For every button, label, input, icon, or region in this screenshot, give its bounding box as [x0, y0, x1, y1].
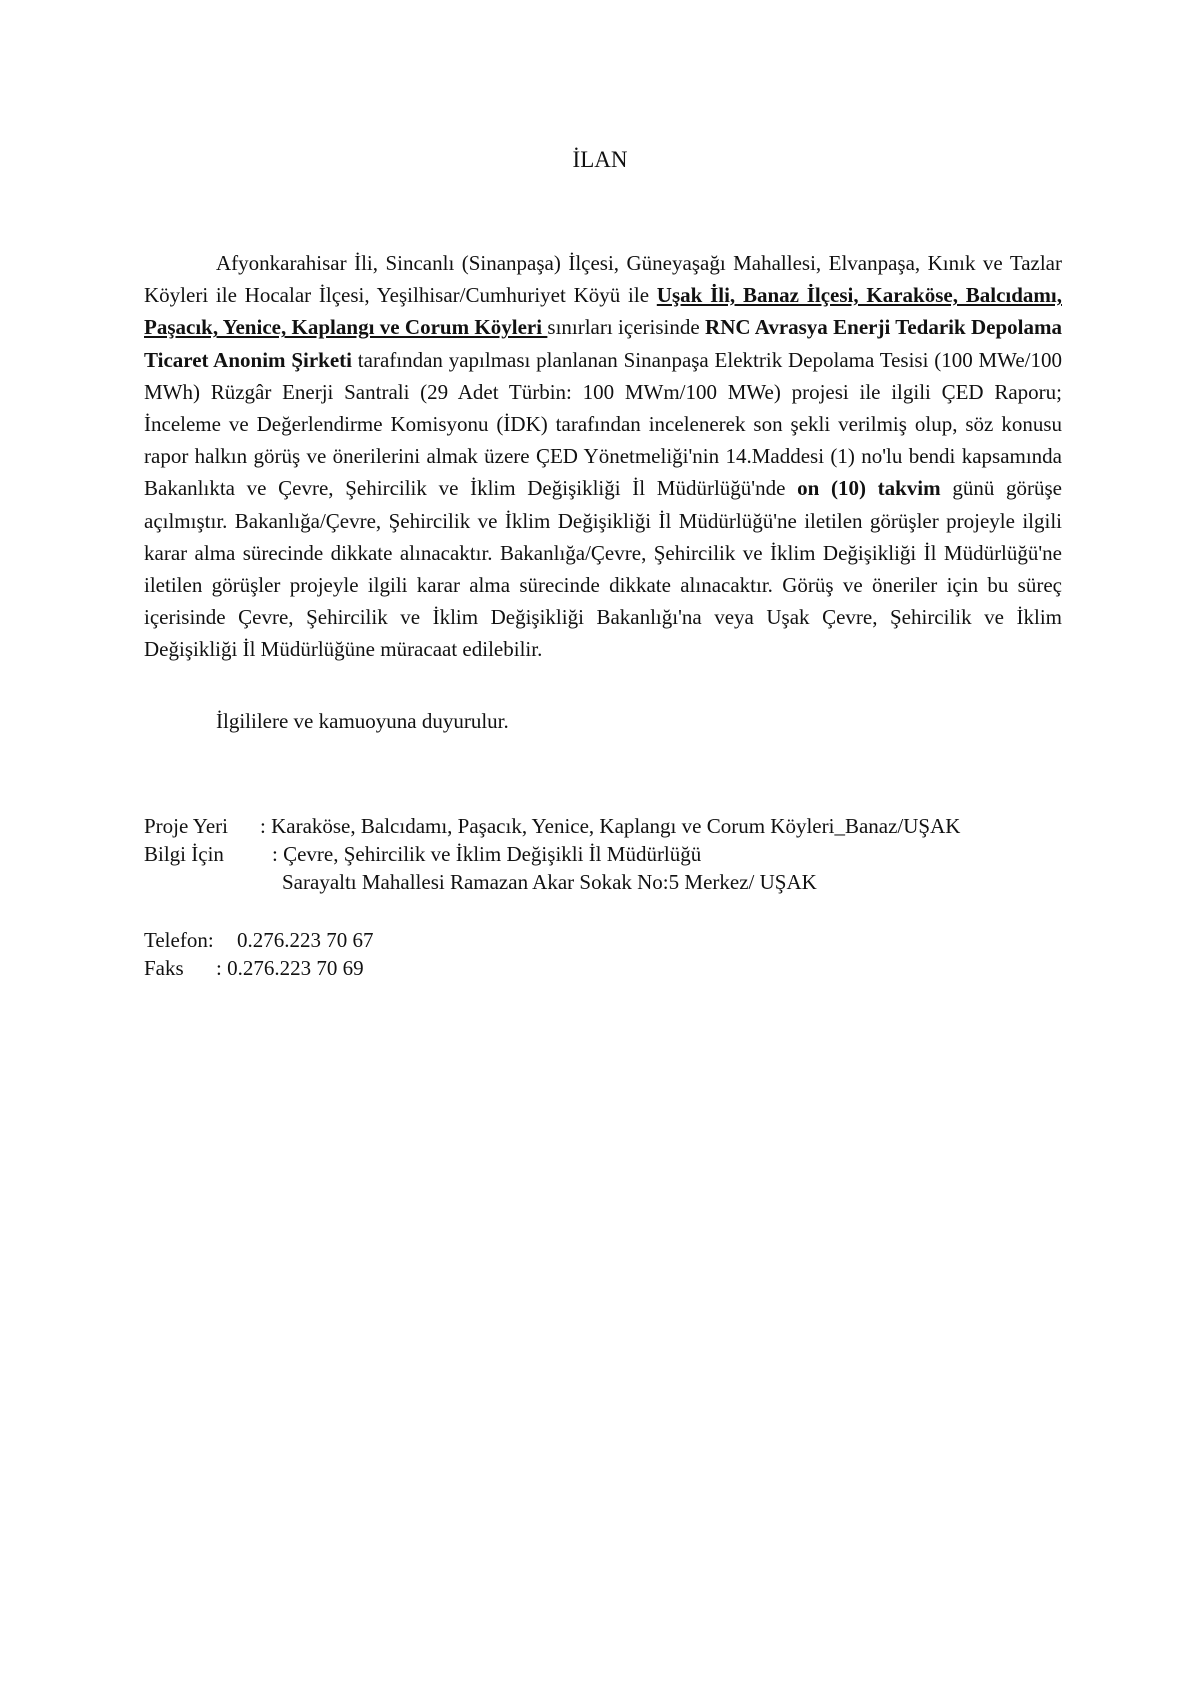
- paragraph-end: günü görüşe açılmıştır. Bakanlığa/Çevre, Şehircilik ve İklim Değişikliği İl Müdürlüğü'ne iletilen görüşler projeyle ilgili karar alma sürecinde dikkate alınacaktır. Bakanlığa/Çevre, Şehircilik ve İklim Değişikliği İl Müdürlüğü'ne iletilen görüşler projeyle ilgili karar alma sürecinde dikkate alınacaktır. Görüş ve öneriler için bu süreç içerisinde Çevre, Şehircilik ve İklim Değişikliği Bakanlığı'na veya Uşak Çevre, Şehircilik ve İklim Değişikliği İl Müdürlüğüne müracaat edilebilir.: [144, 476, 1062, 662]
- phone-row: [144, 926, 374, 954]
- project-location-value: : Karaköse, Balcıdamı, Paşacık, Yenice, Kaplangı ve Corum Köyleri_Banaz/UŞAK: [260, 814, 961, 838]
- project-location-label: Proje Yeri: [144, 814, 229, 838]
- paragraph-rest: tarafından yapılması planlanan Sinanpaşa Elektrik Depolama Tesisi (100 MWe/100 MWh) Rüzgâr Enerji Santrali (29 Adet Türbin: 100 MWm/100 MWe) projesi ile ilgili ÇED Raporu; İnceleme ve Değerlendirme Komisyonu (İDK) tarafından incelenerek son şekli verilmiş olup, söz konusu rapor halkın görüş ve önerilerini almak üzere ÇED Yönetmeliği'nin 14.Maddesi (1) no'lu bendi kapsamında Bakanlıkta ve Çevre, Şehircilik ve İklim Değişikliği İl Müdürlüğü'nde: [144, 347, 1062, 501]
- address-line: Sarayaltı Mahallesi Ramazan Akar Sokak No:5 Merkez/ UŞAK: [282, 870, 817, 894]
- phone-label: Telefon:: [144, 928, 214, 952]
- fax-label: Faks: [144, 956, 184, 980]
- company-name: RNC Avrasya Enerji Tedarik Depolama Ticaret Anonim Şirketi: [144, 315, 1063, 372]
- paragraph-mid: sınırları içerisinde: [547, 315, 706, 340]
- review-duration: on (10) takvim: [797, 476, 941, 501]
- contact-row: [144, 840, 701, 868]
- closing-line: İlgililere ve kamuoyuna duyurulur.: [216, 709, 509, 733]
- phone-value: 0.276.223 70 67: [237, 928, 374, 952]
- project-location-row: [144, 812, 960, 840]
- announcement-paragraph: [144, 247, 1062, 666]
- contact-value: : Çevre, Şehircilik ve İklim Değişikli İl Müdürlüğü: [272, 842, 702, 866]
- document-title: İLAN: [572, 147, 628, 172]
- paragraph-intro: Afyonkarahisar İli, Sincanlı (Sinanpaşa) İlçesi, Güneyaşağı Mahallesi, Elvanpaşa, Kınık ve Tazlar Köyleri ile Hocalar İlçesi, Yeşilhisar/Cumhuriyet Köyü ile: [144, 251, 1062, 308]
- fax-value: : 0.276.223 70 69: [216, 956, 364, 980]
- fax-row: [144, 954, 364, 982]
- contact-label: Bilgi İçin: [144, 842, 224, 866]
- project-location-underlined: Uşak İli, Banaz İlçesi, Karaköse, Balcıdamı, Paşacık, Yenice, Kaplangı ve Corum Köyleri: [144, 283, 1062, 340]
